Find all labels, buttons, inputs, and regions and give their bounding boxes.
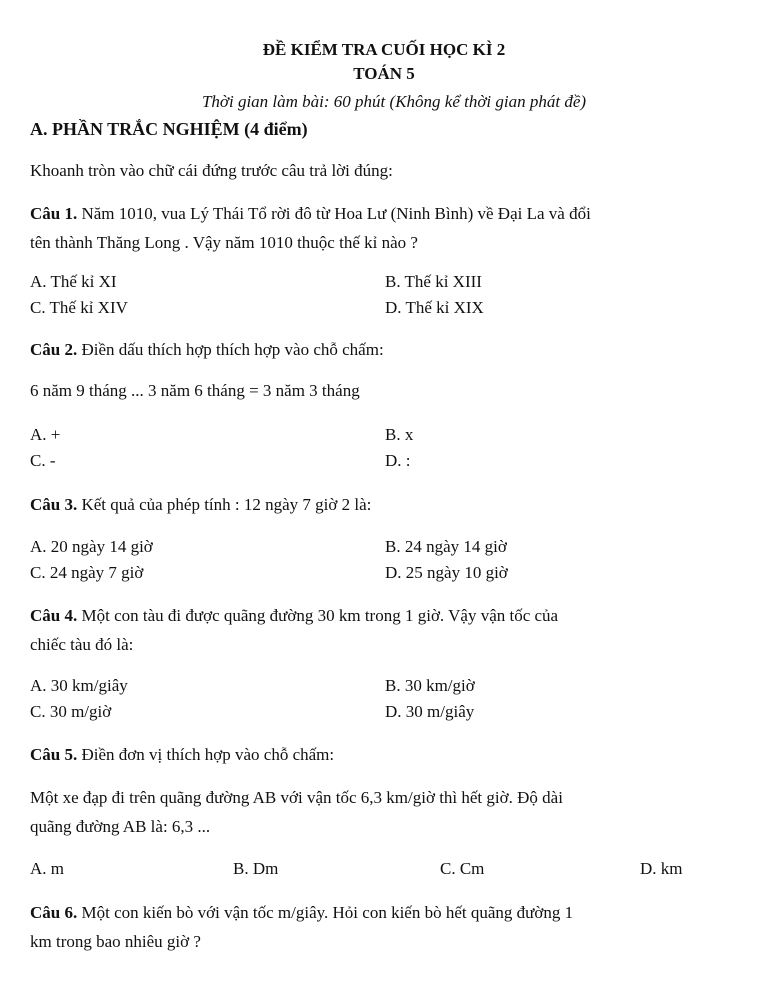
option-b[interactable]: B. 30 km/giờ <box>385 676 475 695</box>
option-c[interactable]: C. - <box>30 451 56 470</box>
option-d[interactable]: D. 30 m/giây <box>385 702 475 721</box>
option-c[interactable]: C. Thế kỉ XIV <box>30 298 128 317</box>
question-label: Câu 5. <box>30 745 78 764</box>
option-d[interactable]: D. : <box>385 451 411 470</box>
question-label: Câu 3. <box>30 495 78 514</box>
time-note: Thời gian làm bài: 60 phút (Không kể thời gian phát đề) <box>201 92 587 111</box>
question-1 <box>30 204 591 224</box>
instruction: Khoanh tròn vào chữ cái đứng trước câu trả lời đúng: <box>30 161 393 180</box>
option-d[interactable]: D. 25 ngày 10 giờ <box>385 563 508 582</box>
question-6 <box>30 903 573 923</box>
question-2 <box>30 340 384 360</box>
question-text: tên thành Thăng Long . Vậy năm 1010 thuộc thế kỉ nào ? <box>30 233 418 252</box>
question-3 <box>30 495 371 515</box>
section-a-title: A. PHẦN TRẮC NGHIỆM (4 điểm) <box>30 119 308 139</box>
option-d[interactable]: D. Thế kỉ XIX <box>385 298 484 317</box>
question-text: 6 năm 9 tháng ... 3 năm 6 tháng = 3 năm 3 tháng <box>30 381 360 400</box>
question-text: Điền đơn vị thích hợp vào chỗ chấm: <box>81 745 335 764</box>
question-label: Câu 1. <box>30 204 78 223</box>
option-b[interactable]: B. x <box>385 425 414 444</box>
question-text: Kết quả của phép tính : 12 ngày 7 giờ 2 là: <box>81 495 372 514</box>
question-text: km trong bao nhiêu giờ ? <box>30 932 201 951</box>
option-a[interactable]: A. 20 ngày 14 giờ <box>30 537 153 556</box>
question-text: quãng đường AB là: 6,3 ... <box>30 817 211 836</box>
option-c[interactable]: C. 30 m/giờ <box>30 702 112 721</box>
option-b[interactable]: B. Dm <box>233 859 279 878</box>
question-text: Năm 1010, vua Lý Thái Tổ rời đô từ Hoa Lư (Ninh Bình) về Đại La và đổi <box>81 204 591 223</box>
question-text: Một xe đạp đi trên quãng đường AB với vận tốc 6,3 km/giờ thì hết giờ. Độ dài <box>30 788 563 807</box>
question-5 <box>30 745 334 765</box>
question-text: Một con tàu đi được quãng đường 30 km trong 1 giờ. Vậy vận tốc của <box>81 606 559 625</box>
subject: TOÁN 5 <box>353 64 415 83</box>
option-c[interactable]: C. 24 ngày 7 giờ <box>30 563 144 582</box>
question-text: Điền dấu thích hợp thích hợp vào chỗ chấm: <box>81 340 384 359</box>
question-label: Câu 2. <box>30 340 78 359</box>
option-d[interactable]: D. km <box>640 859 683 878</box>
option-b[interactable]: B. 24 ngày 14 giờ <box>385 537 507 556</box>
option-a[interactable]: A. Thế kỉ XI <box>30 272 117 291</box>
question-text: chiếc tàu đó là: <box>30 635 134 654</box>
option-a[interactable]: A. + <box>30 425 61 444</box>
option-c[interactable]: C. Cm <box>440 859 485 878</box>
question-label: Câu 6. <box>30 903 78 922</box>
question-4 <box>30 606 558 626</box>
exam-title: ĐỀ KIỂM TRA CUỐI HỌC KÌ 2 <box>262 40 506 59</box>
option-a[interactable]: A. m <box>30 859 64 878</box>
option-b[interactable]: B. Thế kỉ XIII <box>385 272 482 291</box>
question-text: Một con kiến bò với vận tốc m/giây. Hỏi con kiến bò hết quãng đường 1 <box>81 903 574 922</box>
option-a[interactable]: A. 30 km/giây <box>30 676 128 695</box>
question-label: Câu 4. <box>30 606 78 625</box>
